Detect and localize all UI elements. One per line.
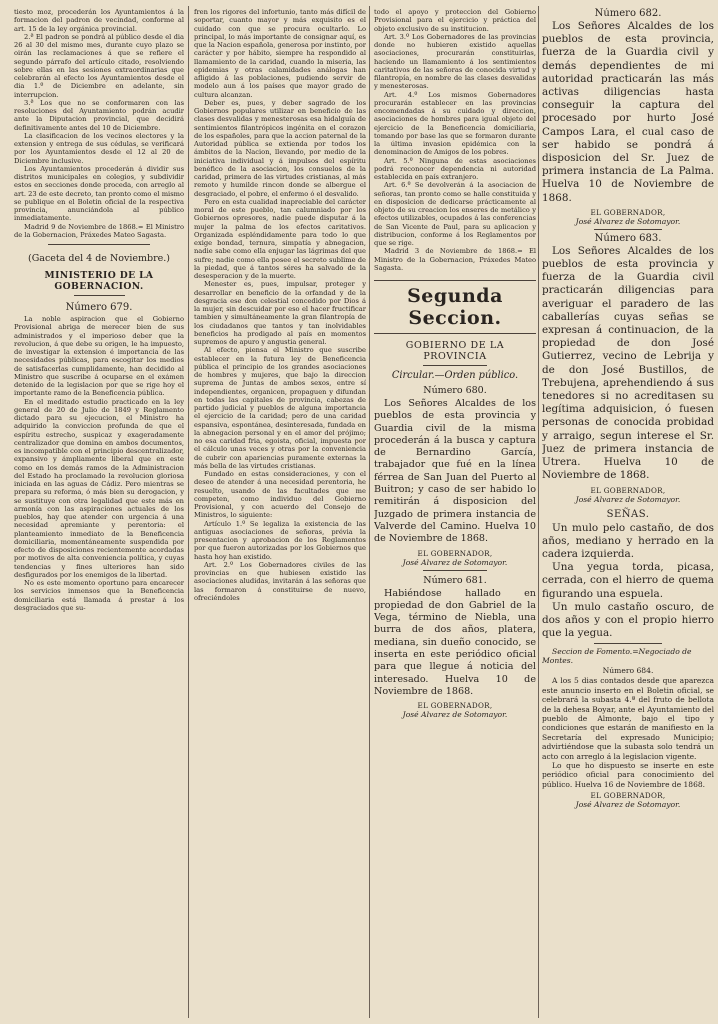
column-rule bbox=[538, 6, 539, 1018]
numero-heading: Número 681. bbox=[423, 574, 487, 586]
governor-title: EL GOBERNADOR, bbox=[417, 548, 493, 558]
paragraph: fren los rigores del infortunio, tanto más difícil de soportar, cuanto mayor y más exquisito es el cuidado con que se procura ocultarlo. Lo principal, lo más importante de consignar aquí, es que la Nacion española, generosa por instinto, por carácter y por hábito, siempre ha respondido al llamamiento de la caridad, cuando la miseria, las epidemias y otras calamidades análogas han afligido á las poblaciones, pudiendo servir de modelo aun á los países que mayor grado de cultura alcanzan. bbox=[194, 8, 366, 99]
article-paragraph: Art. 5.º Ninguna de estas asociaciones podrá reconocer dependencia ni autoridad establecida en país extranjero. bbox=[374, 156, 536, 181]
column-rule bbox=[369, 6, 370, 1018]
circular-heading: Circular.—Orden público. bbox=[391, 370, 519, 381]
gaceta-reference: (Gaceta del 4 de Noviembre.) bbox=[28, 253, 170, 264]
description-paragraph: Un mulo castaño oscuro, de dos años y con el propio hierro que la yegua. bbox=[542, 600, 714, 640]
paragraph: Menester es, pues, impulsar, proteger y desarrollar en beneficio de la orfandad y de la desgracia ese don celestial concedido por Dios á la mujer, sin descuidar por eso el hacer fructificar tambien y simultáneamente la gran filantropía de los ciudadanos que tantos y tan inolvidables beneficios ha prodigado al país en momentos supremos de apuro y angustia general. bbox=[194, 280, 366, 346]
description-paragraph: Una yegua torda, picasa, cerrada, con el hierro de quema figurando una espuela. bbox=[542, 561, 714, 600]
paragraph: Deber es, pues, y deber sagrado de los Gobiernos populares utilizar en beneficio de las clases desvalidas y menesterosas esa hidalguía de sentimientos filantrópicos ingénita en el corazon de los españoles, para que la accion paternal de la Autoridad pública se extienda por todos los ámbitos de la Nacion, llevando, por medio de la iniciativa individual y á impulsos del espíritu benéfico de la asociacion, los consuelos de la caridad, primera de las virtudes cristianas, al más remoto y humilde rincon donde se albergue el desgraciado, el pobre, el enfermo ó el desvalido. bbox=[194, 98, 366, 198]
paragraph: Los Ayuntamientos procederán á dividir sus distritos municipales en colegios, y subdividir estos en secciones donde proceda, con arreglo al art. 23 de este decreto, tan pronto como el mismo se publique en el Boletin oficial de la respectiva provincia, anunciándola al público inmediatamente. bbox=[14, 164, 184, 223]
paragraph: Al efecto, piensa el Ministro que suscribe establecer en la futura ley de Beneficencia pública el principio de los grandes asociaciones de hombres y mujeres, que bajo la direccion suprema de Juntas de ambos sexos, entre sí independientes, organicen, propaguen y difundan en todas las capitales de provincia, cabezas de partido judicial y pueblos de alguna importancia el ejercicio de la caridad; pero de una caridad espansiva, espontánea, desinteresada, fundada en la abnegacion personal y en el amor del prójimo; no esa caridad fria, egoista, oficial, impuesta por el cálculo unas veces y otras por la conveniencia de cubrir con apariencias puramente externas la más bella de las virtudes cristianas. bbox=[194, 346, 366, 470]
article-paragraph: Art. 4.º Los mismos Gobernadores procurarán establecer en las provincias encomendadas á su cuidado y direccion, asociaciones de hombres para igual objeto del ejercicio de la Beneficencia domiciliaria, tomando por base las que se formaron durante la última invasion epidémica con la denominacion de Amigos de los pobres. bbox=[374, 90, 536, 157]
description-paragraph: Un mulo pelo castaño, de dos años, mediano y herrado en la cadera izquierda. bbox=[542, 521, 714, 560]
divider bbox=[74, 295, 125, 296]
governor-name: José Alvarez de Sotomayor. bbox=[402, 557, 508, 567]
paragraph: Pero en esta cualidad inapreciable del carácter moral de este pueblo, tan calumniado por los Gobiernos opresores, nadie puede disputar á la mujer la palma de los efectos caritativos. Organizada espléndidamente para todo lo que exige bondad, ternura, simpatía y abnegacion, nadie sabe como ella enjugar las lágrimas del que sufre; nadie como ella posee el secreto sublime de la piedad, que á tantos séres ha salvado de la desesperacion y de la muerte. bbox=[194, 197, 366, 280]
section-box bbox=[374, 280, 536, 334]
senas-heading: SEÑAS. bbox=[606, 508, 650, 520]
article-paragraph: Art. 2.º Los Gobernadores civiles de las provincias en que hubiesen existido las asociaciones aludidas, invitarán á las señoras que las formaron á constituirse de nuevo, ofreciéndoles bbox=[194, 560, 366, 602]
paragraph: tiesto moz, procederán los Ayuntamientos á la formacion del padron de vecindad, conforme al art. 15 de la ley orgánica provincial. bbox=[14, 8, 184, 33]
numero-heading: Número 680. bbox=[423, 385, 487, 396]
governor-title: EL GOBERNADOR, bbox=[590, 485, 666, 495]
paragraph: 2.ª El padron se pondrá al público desde el dia 26 al 30 del mismo mes, durante cuyo plazo se oirán las reclamaciones á que se refiere el segundo párrafo del artículo citado, resolviendo sobre ellas en las sesiones extraordinarias que celebrarán al efecto los Ayuntamientos desde el dia 1.º de Diciembre en adelante, sin interrupcion. bbox=[14, 32, 184, 99]
governor-title: EL GOBERNADOR, bbox=[590, 791, 666, 801]
column-1 bbox=[14, 8, 184, 1018]
notice-paragraph: Lo que ho dispuesto se inserte en este periódico oficial para conocimiento del público. Huelva 16 de Noviembre de 1868. bbox=[542, 760, 714, 789]
column-2 bbox=[194, 8, 366, 1018]
notice-paragraph: Los Señores Alcaldes de los pueblos de esta provincia, fuerza de la Guardia civil y demás dependientes de mi autoridad practicarán las más activas diligencias hasta conseguir la captura del procesado por hurto José Campos Lara, el cual caso de ser habido se pondrá á disposicion del Sr. Juez de primera instancia de La Palma. Huelva 10 de Noviembre de 1868. bbox=[542, 20, 714, 204]
section-title: Segunda Seccion. bbox=[407, 285, 503, 329]
divider bbox=[48, 244, 150, 245]
signature-paragraph: Madrid 9 de Noviembre de 1868.= El Ministro de la Gobernacion, Práxedes Mateo Sagasta. bbox=[14, 222, 184, 239]
notice-paragraph: Los Señores Alcaldes de los pueblos de esta provincia y fuerza de la Guardia civil practicarán diligencias para averiguar el paradero de las caballerías cuyas señas se expresan á continuacion, de la propiedad de don José Gutierrez, vecino de Lebrija y de don José Bustillos, de Trebujena, aprehendiendo á sus tenedores si no acreditasen su legítima adquisicion, ó fuesen personas de conocida probidad y arraigo, segun interese el Sr. Juez de primera instancia de Utrera. Huelva 10 de Noviembre de 1868. bbox=[542, 244, 714, 482]
notice-paragraph: Habiéndose hallado en propiedad de don Gabriel de la Vega, término de Niebla, una burra de dos años, platera, mediana, sin dueño conocido, se inserta en este periódico oficial para que llegue á noticia del interesado. Huelva 10 de Noviembre de 1868. bbox=[374, 587, 536, 697]
governor-title: EL GOBERNADOR, bbox=[590, 207, 666, 217]
governor-title: EL GOBERNADOR, bbox=[417, 701, 493, 711]
notice-paragraph: Los Señores Alcaldes de los pueblos de esta provincia y Guardia civil de la misma procederán á la busca y captura de Bernardino García, trabajador que fué en la línea férrea de San Juan del Puerto al Buitron; y caso de ser habido lo remitirán á disposicion del Juzgado de primera instancia de Valverde del Camino. Huelva 10 de Noviembre de 1868. bbox=[374, 398, 536, 545]
column-4 bbox=[542, 8, 714, 1018]
paragraph: La clasificacion de los vecinos electores y la extension y entrega de sus cédulas, se verificará por los Ayuntamientos desde el 12 al 20 de Diciembre inclusive. bbox=[14, 131, 184, 165]
divider bbox=[594, 643, 663, 644]
governor-name: José Alvarez de Sotomayor. bbox=[575, 494, 681, 504]
paragraph: todo el apoyo y proteccion del Gobierno Provisional para el ejercicio y práctica del objeto exclusivo de su institucion. bbox=[374, 8, 536, 33]
numero-heading: Número 682. bbox=[594, 8, 662, 19]
governor-name: José Alvarez de Sotomayor. bbox=[575, 800, 681, 810]
paragraph: La noble aspiracion que el Gobierno Provisional abriga de merecer bien de sus administrados y el imperioso deber que la revolucion, á que debe su origen, le ha impuesto, de investigar la extension é importancia de las necesidades públicas, para escogitar los medios de satisfacerlas cumplidamente, han decidido al Ministro que suscribe á ocuparse en el exámen detenido de la legislacion por que se rige hoy el importante ramo de la Beneficencia pública. bbox=[14, 315, 184, 398]
article-paragraph: Art. 3.º Los Gobernadores de las provincias donde no hubieren existido aquellas asociaciones, procurarán constituirlas, haciendo un llamamiento á los sentimientos caritativos de las señoras de conocida virtud y filantropía, en nombre de las clases desvalidas y menesterosas. bbox=[374, 32, 536, 91]
numero-heading: Número 679. bbox=[65, 302, 133, 313]
divider bbox=[423, 570, 488, 571]
article-paragraph: Art. 6.º Se devolverán á la asociacion de señoras, tan pronto como se halle constituida y en disposicion de dedicarse prácticamente al objeto de su creacion los enseres de metálico y efectos utilizables, ocupados á las conferencias de San Vicente de Paul, para su aplicacion y distribucion, conforme á los Reglamentos por que se rige. bbox=[374, 181, 536, 247]
governor-name: José Alvarez de Sotomayor. bbox=[575, 216, 681, 226]
numero-heading: Número 684. bbox=[602, 666, 654, 676]
paragraph: No es este momento oportuno para encarecer los servicios inmensos que la Beneficencia domiciliaria está llamada á prestar á los desgraciados que su- bbox=[14, 579, 184, 612]
signature-paragraph: Madrid 3 de Noviembre de 1868.= El Ministro de la Gobernacion, Práxedes Mateo Sagasta. bbox=[374, 247, 536, 272]
ministerio-heading: MINISTERIO DE LA GOBERNACION. bbox=[44, 270, 154, 292]
paragraph: Fundado en estas consideraciones, y con el deseo de atender á una necesidad perentoria, he resuelto, usando de las facultades que me competen, como individuo del Gobierno Provisional, y con acuerdo del Consejo de Ministros, lo siguiente: bbox=[194, 470, 366, 520]
divider bbox=[423, 365, 488, 366]
gobierno-heading: GOBIERNO DE LA PROVINCIA bbox=[405, 340, 505, 362]
article-paragraph: Artículo 1.º Se legaliza la existencia de las antiguas asociaciones de señoras, prévia la presentacion y aprobacion de los Reglamentos por que fueron autorizadas por los Gobiernos que hasta hoy han existido. bbox=[194, 519, 366, 561]
numero-heading: Número 683. bbox=[594, 232, 662, 244]
column-3 bbox=[374, 8, 536, 1018]
column-rule bbox=[188, 6, 189, 1018]
divider bbox=[594, 229, 663, 230]
governor-name: José Alvarez de Sotomayor. bbox=[402, 710, 508, 720]
paragraph: 3.ª Los que no se conformaren con las resoluciones del Ayuntamiento podrán acudir ante la Diputacion provincial, que decidirá definitivamente antes del 10 de Diciembre. bbox=[14, 98, 184, 132]
notice-paragraph: A los 5 dias contados desde que aparezca este anuncio inserto en el Boletin oficial, se celebrará la subasta 4.ª del fruto de bellota de la dehesa Boyar, ante el Ayuntamiento del pueblo de Almonte, bajo el tipo y condiciones que estarán de manifiesto en la Secretaría del expresado Municipio; advirtiéndose que la subasta solo tendrá un acto con arreglo á la legislacion vigente. bbox=[542, 676, 714, 761]
paragraph: En el meditado estudio practicado en la ley general de 20 de Julio de 1849 y Reglamento dictado para su ejecucion, el Ministro ha adquirido la conviccion profunda de que el espíritu estrecho, suspicaz y exageradamente centralizador que domina en ambos documentos, es incompatible con el principio descentralizador, expansivo y ámpliamente liberal que en este como en los demás ramos de la Administracion del Estado ha proclamado la revolucion gloriosa iniciada en las aguas de Cádiz. Pero mientras se prepara su reforma, ó más bien su derogacion, y se sustituye con otra legalidad que este más en armonía con las aspiraciones actuales de los pueblos, hay que atender con urgencia á una necesidad apremiante y perentoria: el planteamiento inmediato de la Beneficencia domiciliaria, momentáneamente suspendida por efecto de disposiciones recientemente acordadas por motivos de alta conveniencia política, y cuyas tendencias y fines ulteriores han sido desfigurados por los enemigos de la libertad. bbox=[14, 397, 184, 579]
fomento-heading: Seccion de Fomento.=Negociado de Montes. bbox=[542, 647, 692, 666]
